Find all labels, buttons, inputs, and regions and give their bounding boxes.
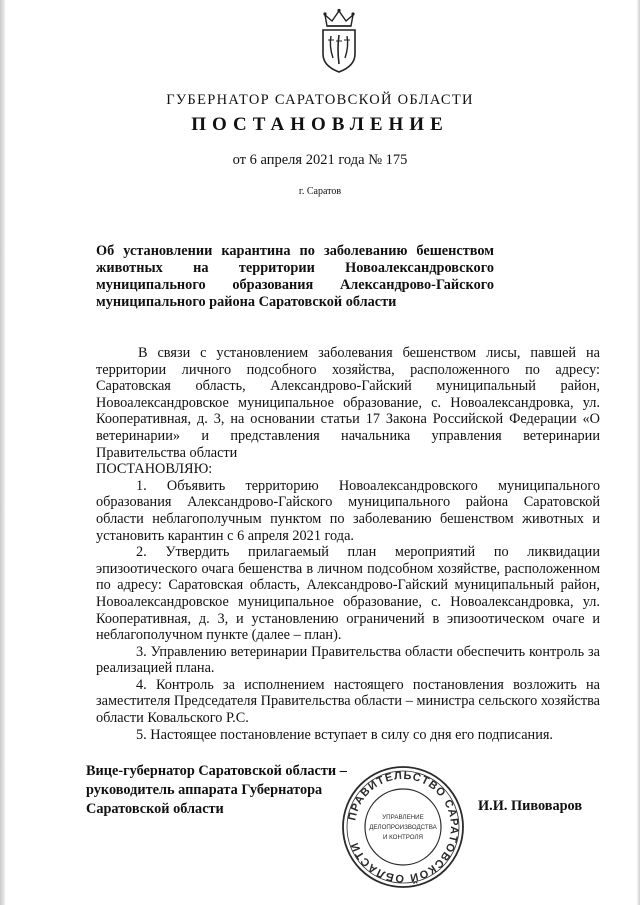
seal-center-line: ДЕЛОПРОИЗВОДСТВА	[369, 824, 437, 831]
signatory-name: И.И. Пивоваров	[478, 798, 583, 814]
subject-line: животных на территории Новоалександровского	[96, 260, 494, 276]
document-city: г. Саратов	[298, 186, 342, 197]
coat-of-arms-icon	[317, 8, 361, 74]
seal-center-line: И КОНТРОЛЯ	[382, 834, 424, 841]
decree-item: 4. Контроль за исполнением настоящего постановления возложить на заместителя Председателя Правительства области – министра сельского хозяйства области Ковальского Р.С.	[96, 676, 600, 727]
subject-line: муниципального района Саратовской области	[96, 294, 397, 310]
decree-item: 2. Утвердить прилагаемый план мероприятий по ликвидации эпизоотического очага бешенства в личном подсобном хозяйстве, расположенном по адресу: Саратовская область, Александрово-Гайский муниципальный район, Новоалександровское муниципальное образование, с. Новоалександровка, ул. Кооперативная, д. 3, и установлению ограничений в эпизоотическом очаге и неблагополучном пункте (далее – план).	[96, 544, 600, 644]
signatory-position-line: Вице-губернатор Саратовской области –	[86, 763, 347, 779]
document-body	[96, 345, 600, 743]
seal-center-line: УПРАВЛЕНИЕ	[382, 814, 424, 821]
signatory-position-line: руководитель аппарата Губернатора	[86, 782, 323, 798]
preamble-paragraph: В связи с установлением заболевания бешенством лисы, павшей на территории личного подсобного хозяйства, расположенного по адресу: Саратовская область, Александрово-Гайский муниципальный район, Новоалександровское муниципальное образование, с. Новоалександровка, ул. Кооперативная, д. 3, на основании статьи 17 Закона Российской Федерации «О ветеринарии» и представления начальника управления ветеринарии Правительства области	[96, 345, 600, 461]
document-date-number: от 6 апреля 2021 года № 175	[232, 152, 408, 168]
signatory-position-line: Саратовской области	[86, 801, 224, 817]
document-subject	[96, 243, 494, 311]
decree-word: ПОСТАНОВЛЯЮ:	[96, 461, 213, 478]
decree-item: 1. Объявить территорию Новоалександровского муниципального образования Александрово-Гайского муниципального района Саратовской области неблагополучным пунктом по заболеванию бешенством животных и установить карантин с 6 апреля 2021 года.	[96, 477, 600, 544]
official-seal-stamp	[340, 764, 466, 890]
seal-ring-text: ПРАВИТЕЛЬСТВО САРАТОВСКОЙ ОБЛАСТИ	[346, 769, 461, 885]
subject-line: муниципального образования Александрово-Гайского	[96, 277, 494, 293]
subject-line: Об установлении карантина по заболеванию бешенством	[96, 243, 494, 259]
decree-item: 5. Настоящее постановление вступает в силу со дня его подписания.	[136, 726, 553, 743]
document-type-title: ПОСТАНОВЛЕНИЕ	[191, 114, 449, 135]
decree-item: 3. Управлению ветеринарии Правительства области обеспечить контроль за реализацией плана.	[96, 643, 600, 677]
issuing-authority: ГУБЕРНАТОР САРАТОВСКОЙ ОБЛАСТИ	[166, 92, 474, 108]
